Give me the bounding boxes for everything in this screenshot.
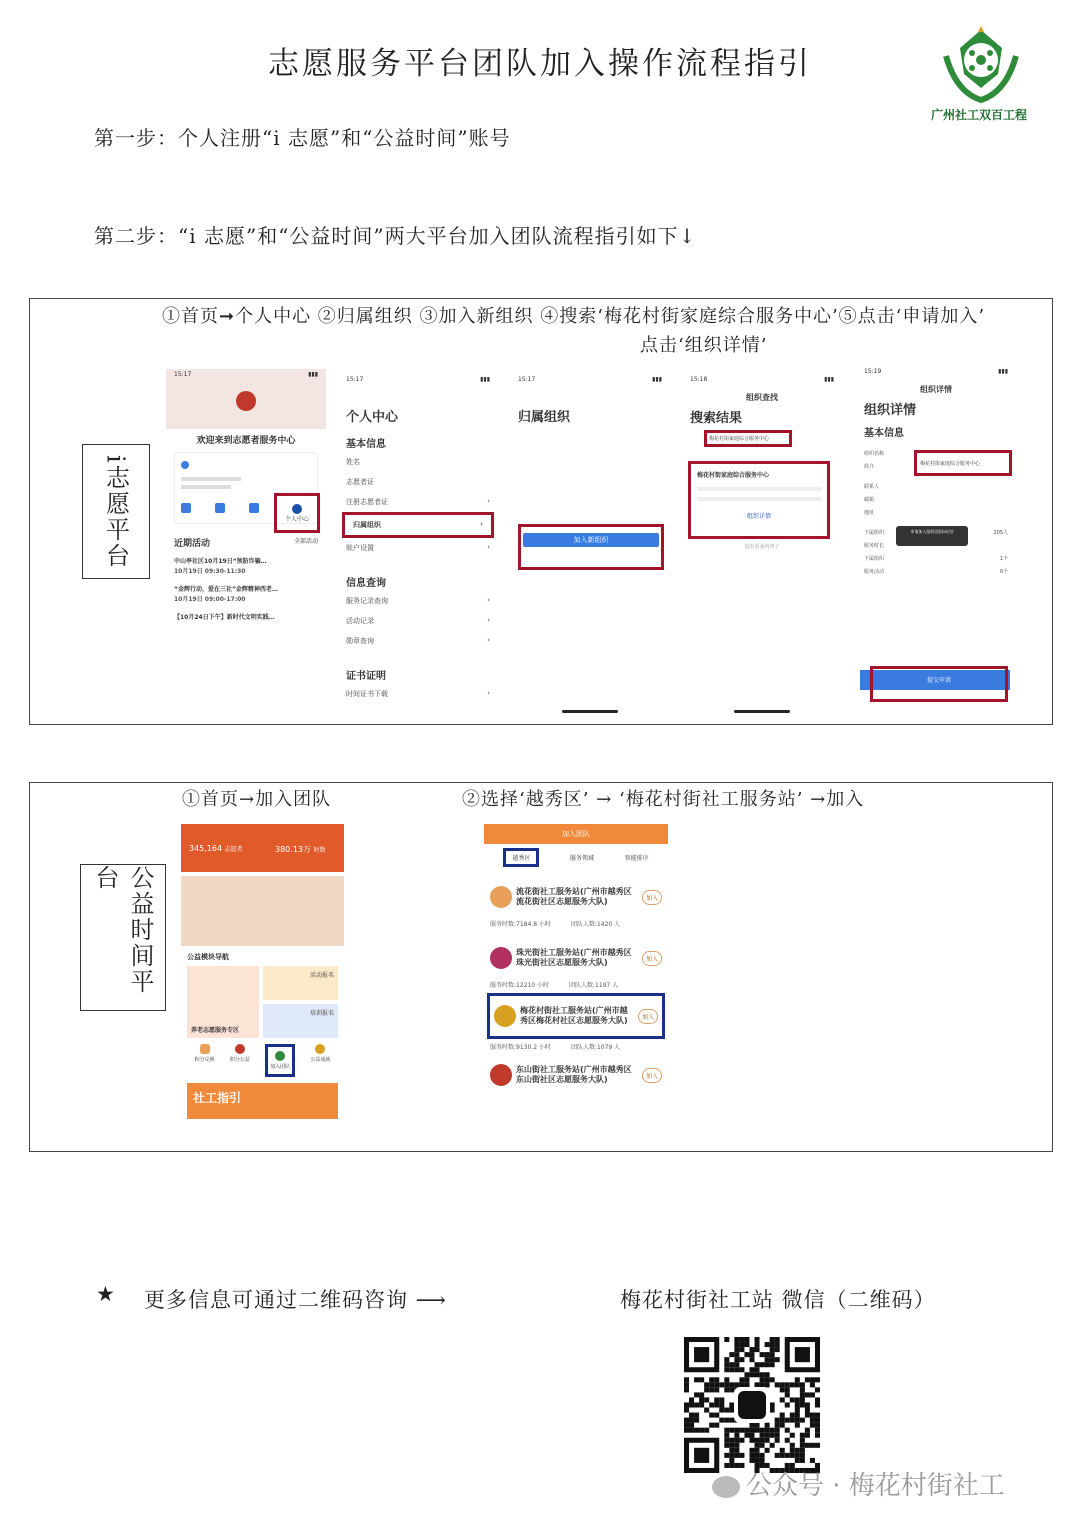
list-item: 账户设置 ›	[346, 543, 490, 552]
affiliated-org-item[interactable]: 归属组织 ›	[342, 512, 494, 538]
section1-label: i志愿平台	[82, 444, 150, 579]
person-icon	[292, 504, 302, 514]
org-avatar-icon	[490, 947, 512, 969]
info-query-title: 信息查询	[346, 578, 386, 589]
basic-info-title: 基本信息	[346, 439, 386, 450]
list-item: 勋章查询 ›	[346, 636, 490, 645]
org-avatar-icon	[490, 1064, 512, 1086]
step-2: 第二步：“i 志愿”和“公益时间”两大平台加入团队流程指引如下↓	[94, 224, 697, 248]
phone-ivolunteer-personal-center: 15:17 ▮▮▮ 个人中心 基本信息 姓名 志愿者证 注册志愿者证 › 归属组织 › 账户设置 › 信息查询 服务记录查询 › 活动记录 › 勋章查询 › 证书证明 时间证书下载 ›	[338, 374, 498, 717]
org-avatar-icon	[494, 1005, 516, 1027]
social-work-banner[interactable]: 社工指引	[187, 1083, 338, 1119]
activity-signup-tile[interactable]: 活动报名	[263, 966, 338, 1000]
phone-ivolunteer-search: 15:18 ▮▮▮ 组织查找 搜索结果 梅花村街家庭综合服务中心 梅花村街家庭综合服务中心 组织详情 没有更多内容了	[682, 374, 842, 717]
tab-icon	[249, 503, 259, 513]
list-item: 活动记录 ›	[346, 616, 490, 625]
sort-filter[interactable]: 智能排序	[624, 855, 649, 862]
welcome-text: 欢迎来到志愿者服务中心	[196, 436, 296, 446]
affiliated-org-header: 归属组织	[518, 410, 571, 425]
list-item[interactable]: 梅花村街社工服务站(广州市越秀区梅花村社区志愿服务大队) 加入 服务时数:9130.2 小时 团队人数:1079 人	[484, 993, 668, 1051]
org-detail-link[interactable]: 组织详情	[746, 513, 771, 520]
list-item[interactable]: 东山街社工服务站(广州市越秀区东山街社区志愿服务大队) 加入	[484, 1051, 668, 1099]
activity-item[interactable]: 【10月24日下午】新时代文明实践…	[174, 614, 275, 621]
certificate-title: 证书证明	[346, 671, 386, 682]
avatar-icon	[236, 391, 256, 411]
join-button[interactable]: 加入	[642, 1068, 662, 1083]
join-button[interactable]: 加入	[642, 951, 662, 966]
user-icon	[181, 461, 189, 469]
personal-center-tab[interactable]: 个人中心	[274, 493, 320, 533]
star-icon: ★	[96, 1282, 116, 1306]
join-button[interactable]: 加入	[642, 890, 662, 905]
recent-activities-title: 近期活动	[174, 539, 211, 549]
search-results-header: 搜索结果	[690, 411, 743, 426]
list-item: 志愿者证	[346, 478, 374, 486]
section2-caption-right: ②选择‘越秀区’ → ‘梅花村街社工服务站’ →加入	[462, 789, 865, 810]
logo-text: 广州社工双百工程	[930, 108, 1027, 122]
phone-ivolunteer-home: 15:17 ▮▮▮ 欢迎来到志愿者服务中心 个人中心 近期活动 全部活动 中山亭社区10月19日“预防诈骗… 10月19日 09:30-11:30 “金辉行动，爱在三社”金辉精神西老… 10月19日 09:00-17:00 【10月24日下午】新时代文明实践…	[166, 369, 326, 717]
section1-caption-line2: 点击‘组织详情’	[640, 335, 768, 356]
list-item: 服务记录查询 ›	[346, 596, 490, 605]
footer-note: 更多信息可通过二维码咨询 ⟶	[144, 1288, 447, 1312]
personal-center-header: 个人中心	[346, 410, 399, 425]
district-filter[interactable]: 越秀区	[503, 848, 539, 867]
tab-icon	[181, 503, 191, 513]
phone-charity-join-team	[484, 824, 668, 1130]
phone-ivolunteer-org-detail: 15:19 ▮▮▮ 组织详情 组织详情 基本信息 梅花村街家庭综合服务中心 组织名称 简介 联系人 邮箱 地址 下属组织 205人 服务时长 下属组织 1个 服务活动 0个 申请加入组织(团体成功) 提交申请	[856, 366, 1016, 717]
meihuacun-org-highlight[interactable]: 梅花村街社工服务站(广州市越秀区梅花村社区志愿服务大队) 加入	[487, 993, 665, 1039]
elderly-service-tile[interactable]: 养老志愿服务专区	[187, 966, 259, 1038]
org-avatar-icon	[490, 886, 512, 908]
all-activities-link[interactable]: 全部活动	[293, 538, 318, 545]
list-item: 时间证书下载 ›	[346, 689, 490, 698]
section2-caption-left: ①首页→加入团队	[182, 789, 332, 810]
tab-icon	[215, 503, 225, 513]
section2-label: 公益时间平台	[80, 864, 166, 1011]
module-nav-title: 公益模块导航	[187, 953, 229, 961]
list-item: 注册志愿者证 ›	[346, 497, 490, 506]
list-item[interactable]: 珠光街社工服务站(广州市越秀区珠光街社区志愿服务大队) 加入 服务时数:12210 小时 团队人数:1197 人	[484, 932, 668, 993]
join-team-nav: 加入团队	[484, 824, 668, 844]
list-item: 姓名	[346, 458, 360, 466]
achievement-icon[interactable]: 公益成就	[310, 1044, 330, 1077]
wechat-label: 梅花村街社工站 微信（二维码）	[620, 1288, 936, 1312]
join-new-org-button[interactable]: 加入新组织	[523, 533, 659, 547]
hours-count: 380.13万 时数	[275, 845, 326, 854]
submit-application-button[interactable]: 提交申请	[870, 666, 1008, 702]
training-signup-tile[interactable]: 培训报名	[263, 1004, 338, 1038]
watermark: 公众号 · 梅花村街社工	[712, 1465, 1005, 1502]
points-charity-icon[interactable]: 积分公益	[230, 1044, 250, 1077]
phone-ivolunteer-affiliated-org: 15:17 ▮▮▮ 归属组织 加入新组织	[510, 374, 670, 717]
basic-info-title: 基本信息	[864, 428, 904, 439]
volunteer-count: 345,164 志愿者	[189, 844, 243, 853]
page-title: 志愿服务平台团队加入操作流程指引	[268, 46, 812, 82]
list-item[interactable]: 流花街社工服务站(广州市越秀区流花街社区志愿服务大队) 加入 服务时数:7184.8 小时 团队人数:1420 人	[484, 871, 668, 932]
service-area-filter[interactable]: 服务领域	[569, 855, 594, 862]
phone-charity-home	[181, 824, 344, 1132]
toast-message: 申请加入组织(团体成功)	[896, 526, 968, 546]
promo-banner[interactable]	[181, 876, 344, 946]
join-team-button[interactable]: 加入团队	[265, 1044, 295, 1077]
search-query: 梅花村街家庭综合服务中心	[704, 430, 792, 447]
join-new-org-highlight	[518, 524, 664, 570]
join-button[interactable]: 加入	[638, 1009, 658, 1024]
section1-caption-line1: ①首页➞个人中心 ②归属组织 ③加入新组织 ④搜索‘梅花村街家庭综合服务中心’⑤点击‘申请加入’	[162, 306, 986, 327]
org-name-highlight: 梅花村街家庭综合服务中心	[914, 450, 1012, 476]
wechat-official-icon	[712, 1476, 740, 1498]
search-result-card[interactable]: 梅花村街家庭综合服务中心 组织详情	[688, 461, 830, 539]
activity-item[interactable]: “金辉行动，爱在三社”金辉精神西老…	[174, 586, 278, 593]
points-exchange-icon[interactable]: 积分兑换	[195, 1044, 215, 1077]
activity-item[interactable]: 中山亭社区10月19日“预防诈骗…	[174, 558, 267, 565]
wechat-qr-code[interactable]	[684, 1337, 820, 1473]
org-detail-header: 组织详情	[864, 403, 917, 418]
step-1: 第一步：个人注册“i 志愿”和“公益时间”账号	[94, 126, 511, 150]
